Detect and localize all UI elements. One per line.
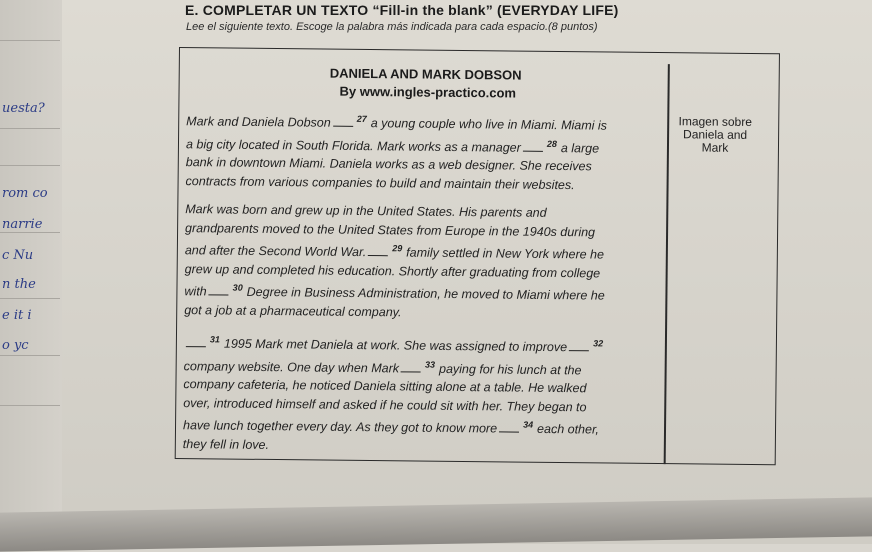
text: Mark and Daniela Dobson	[186, 114, 331, 130]
blank-29[interactable]	[368, 246, 388, 256]
previous-page-margin	[0, 0, 62, 544]
margin-rule	[0, 232, 60, 233]
text: a big city located in South Florida. Mark works as a manager	[185, 136, 521, 155]
text-line: bank in downtown Miami. Daniela works as a web designer. She receives	[185, 155, 592, 174]
side-note-line: Daniela and	[683, 127, 748, 142]
text: company website. One day when Mark	[183, 358, 400, 376]
blank-28[interactable]	[523, 141, 543, 151]
margin-rule	[0, 165, 60, 166]
text: family settled in New York where he	[406, 245, 605, 262]
paragraph-2	[184, 200, 665, 324]
blank-number: 32	[593, 338, 604, 349]
blank-number: 31	[209, 334, 221, 345]
margin-note: o yc	[2, 338, 29, 353]
blank-number: 29	[392, 243, 403, 254]
blank-number: 33	[425, 359, 436, 370]
side-note-line: Mark	[701, 140, 729, 155]
margin-note: c Nu	[2, 248, 34, 263]
blank-33[interactable]	[401, 362, 421, 372]
side-note-line: Imagen sobre	[678, 114, 753, 130]
text-line: grandparents moved to the United States from Europe in the 1940s during	[185, 220, 596, 239]
blank-27[interactable]	[333, 117, 353, 127]
reading-table	[175, 47, 780, 465]
margin-rule	[0, 128, 60, 129]
blank-32[interactable]	[569, 341, 589, 351]
text: 1995 Mark met Daniela at work. She was assigned to improve	[223, 336, 568, 355]
text-line: contracts from various companies to build and maintain their websites.	[185, 173, 575, 192]
margin-note: narrie	[2, 217, 43, 232]
instructions: Lee el siguiente texto. Escoge la palabra más indicada para cada espacio.(8 puntos)	[186, 21, 598, 33]
margin-rule	[0, 405, 60, 406]
text-line: grew up and completed his education. Shortly after graduating from college	[184, 261, 601, 281]
text: with	[184, 284, 207, 299]
text: a large	[560, 140, 600, 156]
paragraph-1	[185, 108, 666, 195]
text: a young couple who live in Miami. Miami is	[370, 116, 608, 133]
story-title: DANIELA AND MARK DOBSON	[329, 65, 522, 83]
margin-note: rom co	[2, 186, 48, 201]
section-heading: E. COMPLETAR UN TEXTO “Fill-in the blank” (EVERYDAY LIFE)	[185, 2, 619, 18]
margin-note: e it i	[2, 308, 32, 323]
blank-number: 28	[546, 138, 557, 149]
blank-30[interactable]	[209, 286, 229, 296]
blank-number: 34	[523, 419, 534, 431]
text-line: they fell in love.	[182, 437, 270, 452]
blank-number: 27	[356, 113, 367, 124]
text-line: Mark was born and grew up in the United States. His parents and	[185, 202, 547, 220]
text: have lunch together every day. As they got to know more	[182, 418, 498, 436]
margin-rule	[0, 40, 60, 41]
margin-rule	[0, 355, 60, 356]
paragraph-3	[183, 330, 664, 458]
text: paying for his lunch at the	[438, 361, 582, 378]
desk-shadow	[0, 497, 872, 551]
text-line: company cafeteria, he noticed Daniela sitting alone at a table. He walked	[183, 377, 587, 396]
blank-34[interactable]	[499, 423, 519, 433]
blank-number: 30	[232, 282, 243, 293]
text: Degree in Business Administration, he moved to Miami where he	[246, 285, 605, 303]
margin-note: n the	[2, 277, 36, 292]
text-line: got a job at a pharmaceutical company.	[184, 302, 402, 320]
blank-31[interactable]	[186, 337, 206, 347]
margin-rule	[0, 298, 60, 299]
margin-note: uesta?	[2, 101, 45, 116]
text: each other,	[537, 422, 600, 437]
text: and after the Second World War.	[184, 243, 367, 260]
story-subtitle: By www.ingles-practico.com	[339, 83, 517, 101]
image-placeholder-note	[672, 115, 758, 155]
text-line: over, introduced himself and asked if he could sit with her. They began to	[183, 395, 587, 415]
